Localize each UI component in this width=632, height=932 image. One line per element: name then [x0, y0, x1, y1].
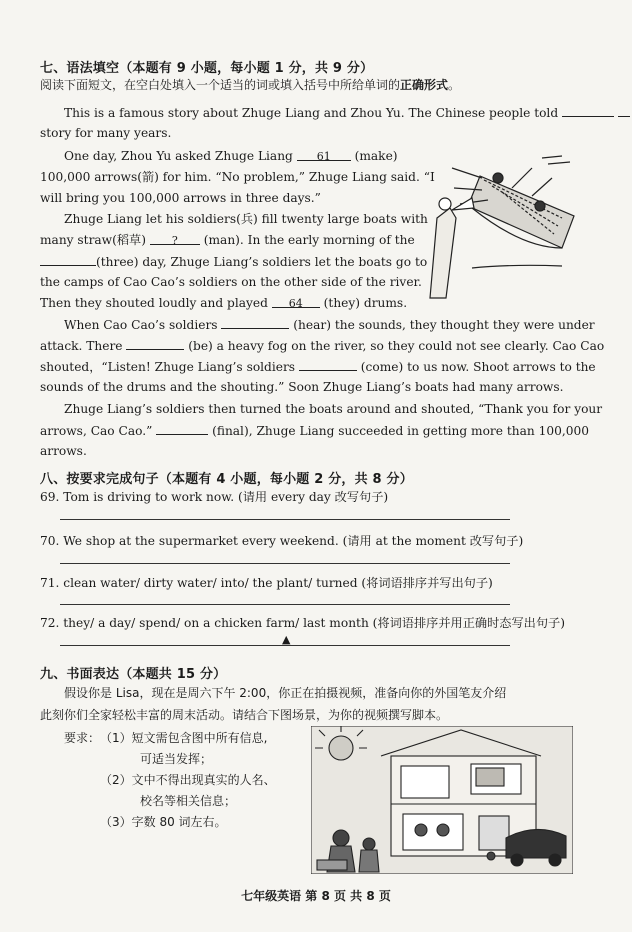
section8-title: 八、按要求完成句子（本题有 4 小题，每小题 2 分，共 8 分） — [40, 472, 413, 487]
requirement-1b: 可适当发挥； — [140, 752, 213, 766]
p2-line2: 100,000 arrows(箭) for him. “No problem,” Zhuge Liang said. “I — [40, 170, 435, 184]
question-71: 71. clean water/ dirty water/ into/ the plant/ turned (将词语排序并写出句子) — [40, 576, 493, 590]
section9-prompt-line1: 假设你是 Lisa，现在是周六下午 2:00，你正在拍摄视频，准备向你的外国笔友介绍 — [64, 686, 507, 700]
page-footer: 七年级英语 第 8 页 共 8 页 — [241, 889, 391, 903]
answer-line-72[interactable] — [60, 645, 510, 646]
answer-line-70[interactable] — [60, 563, 510, 564]
requirement-3: （3）字数 80 词左右。 — [100, 815, 227, 829]
requirements-label: 要求： — [64, 731, 101, 745]
p5-line1: Zhuge Liang’s soldiers then turned the boats around and shouted, “Thank you for your — [64, 402, 603, 416]
blank-68[interactable] — [156, 423, 208, 435]
blank-64[interactable]: 64 — [272, 296, 320, 308]
house-scene-illustration — [311, 726, 573, 874]
section7-instruction: 阅读下面短文，在空白处填入一个适当的词或填入括号中所给单词的正确形式。 — [40, 78, 461, 92]
section9-prompt-line2: 此刻你们全家轻松丰富的周末活动。请结合下图场景，为你的视频撰写脚本。 — [40, 708, 449, 722]
requirement-2b: 校名等相关信息； — [140, 794, 237, 808]
p4-line2: attack. There (be) a heavy fog on the river, so they could not see clearly. Cao Cao — [40, 339, 605, 353]
blank-67[interactable] — [299, 359, 357, 371]
blank-60[interactable] — [562, 105, 614, 117]
p4-line4: sounds of the drums and the shouting.” Soon Zhuge Liang’s boats had many arrows. — [40, 380, 564, 394]
boat-illustration — [412, 148, 582, 308]
question-72: 72. they/ a day/ spend/ on a chicken farm/ last month (将词语排序并用正确时态写出句子) — [40, 616, 565, 630]
p4-line3: shouted，“Listen! Zhuge Liang’s soldiers (come) to us now. Shoot arrows to the — [40, 360, 596, 374]
blank-65[interactable] — [221, 317, 289, 329]
section7-title: 七、语法填空（本题有 9 小题，每小题 1 分，共 9 分） — [40, 61, 374, 76]
triangle-marker-icon: ▲ — [282, 633, 291, 646]
section9-title: 九、书面表达（本题共 15 分） — [40, 667, 227, 682]
p5-line3: arrows. — [40, 444, 87, 458]
requirement-1a: （1）短文需包含图中所有信息, — [100, 731, 268, 745]
requirement-2a: （2）文中不得出现真实的人名、 — [100, 773, 276, 787]
p4-line1: When Cao Cao’s soldiers (hear) the sounds, they thought they were under — [64, 318, 595, 332]
p3-line2: many straw(稻草) ? (man). In the early morning of the — [40, 233, 415, 247]
p3-line5: Then they shouted loudly and played 64 (they) drums. — [40, 296, 408, 310]
blank-66[interactable] — [126, 338, 184, 350]
p3-line3: (three) day, Zhuge Liang’s soldiers let the boats go to — [40, 254, 427, 270]
p3-line1: Zhuge Liang let his soldiers(兵) fill twenty large boats with — [64, 212, 428, 226]
blank-61[interactable]: 61 — [297, 149, 351, 161]
blank-62[interactable]: ? — [150, 233, 200, 245]
p5-line2: arrows, Cao Cao.” (final), Zhuge Liang succeeded in getting more than 100,000 — [40, 424, 589, 438]
p1-line2: story for many years. — [40, 126, 172, 140]
question-70: 70. We shop at the supermarket every weekend. (请用 at the moment 改写句子) — [40, 534, 524, 548]
p2-line1: One day, Zhou Yu asked Zhuge Liang 61 (make) — [64, 149, 398, 163]
answer-line-69[interactable] — [60, 519, 510, 520]
p3-line4: the camps of Cao Cao’s soldiers on the other side of the river. — [40, 275, 422, 289]
p2-line3: will bring you 100,000 arrows in three days.” — [40, 191, 321, 205]
answer-line-71[interactable] — [60, 604, 510, 605]
blank-63[interactable] — [40, 254, 96, 266]
question-69: 69. Tom is driving to work now. (请用 every day 改写句子) — [40, 490, 389, 504]
p1-line1: This is a famous story about Zhuge Liang and Zhou Yu. The Chinese people told — [64, 105, 630, 121]
